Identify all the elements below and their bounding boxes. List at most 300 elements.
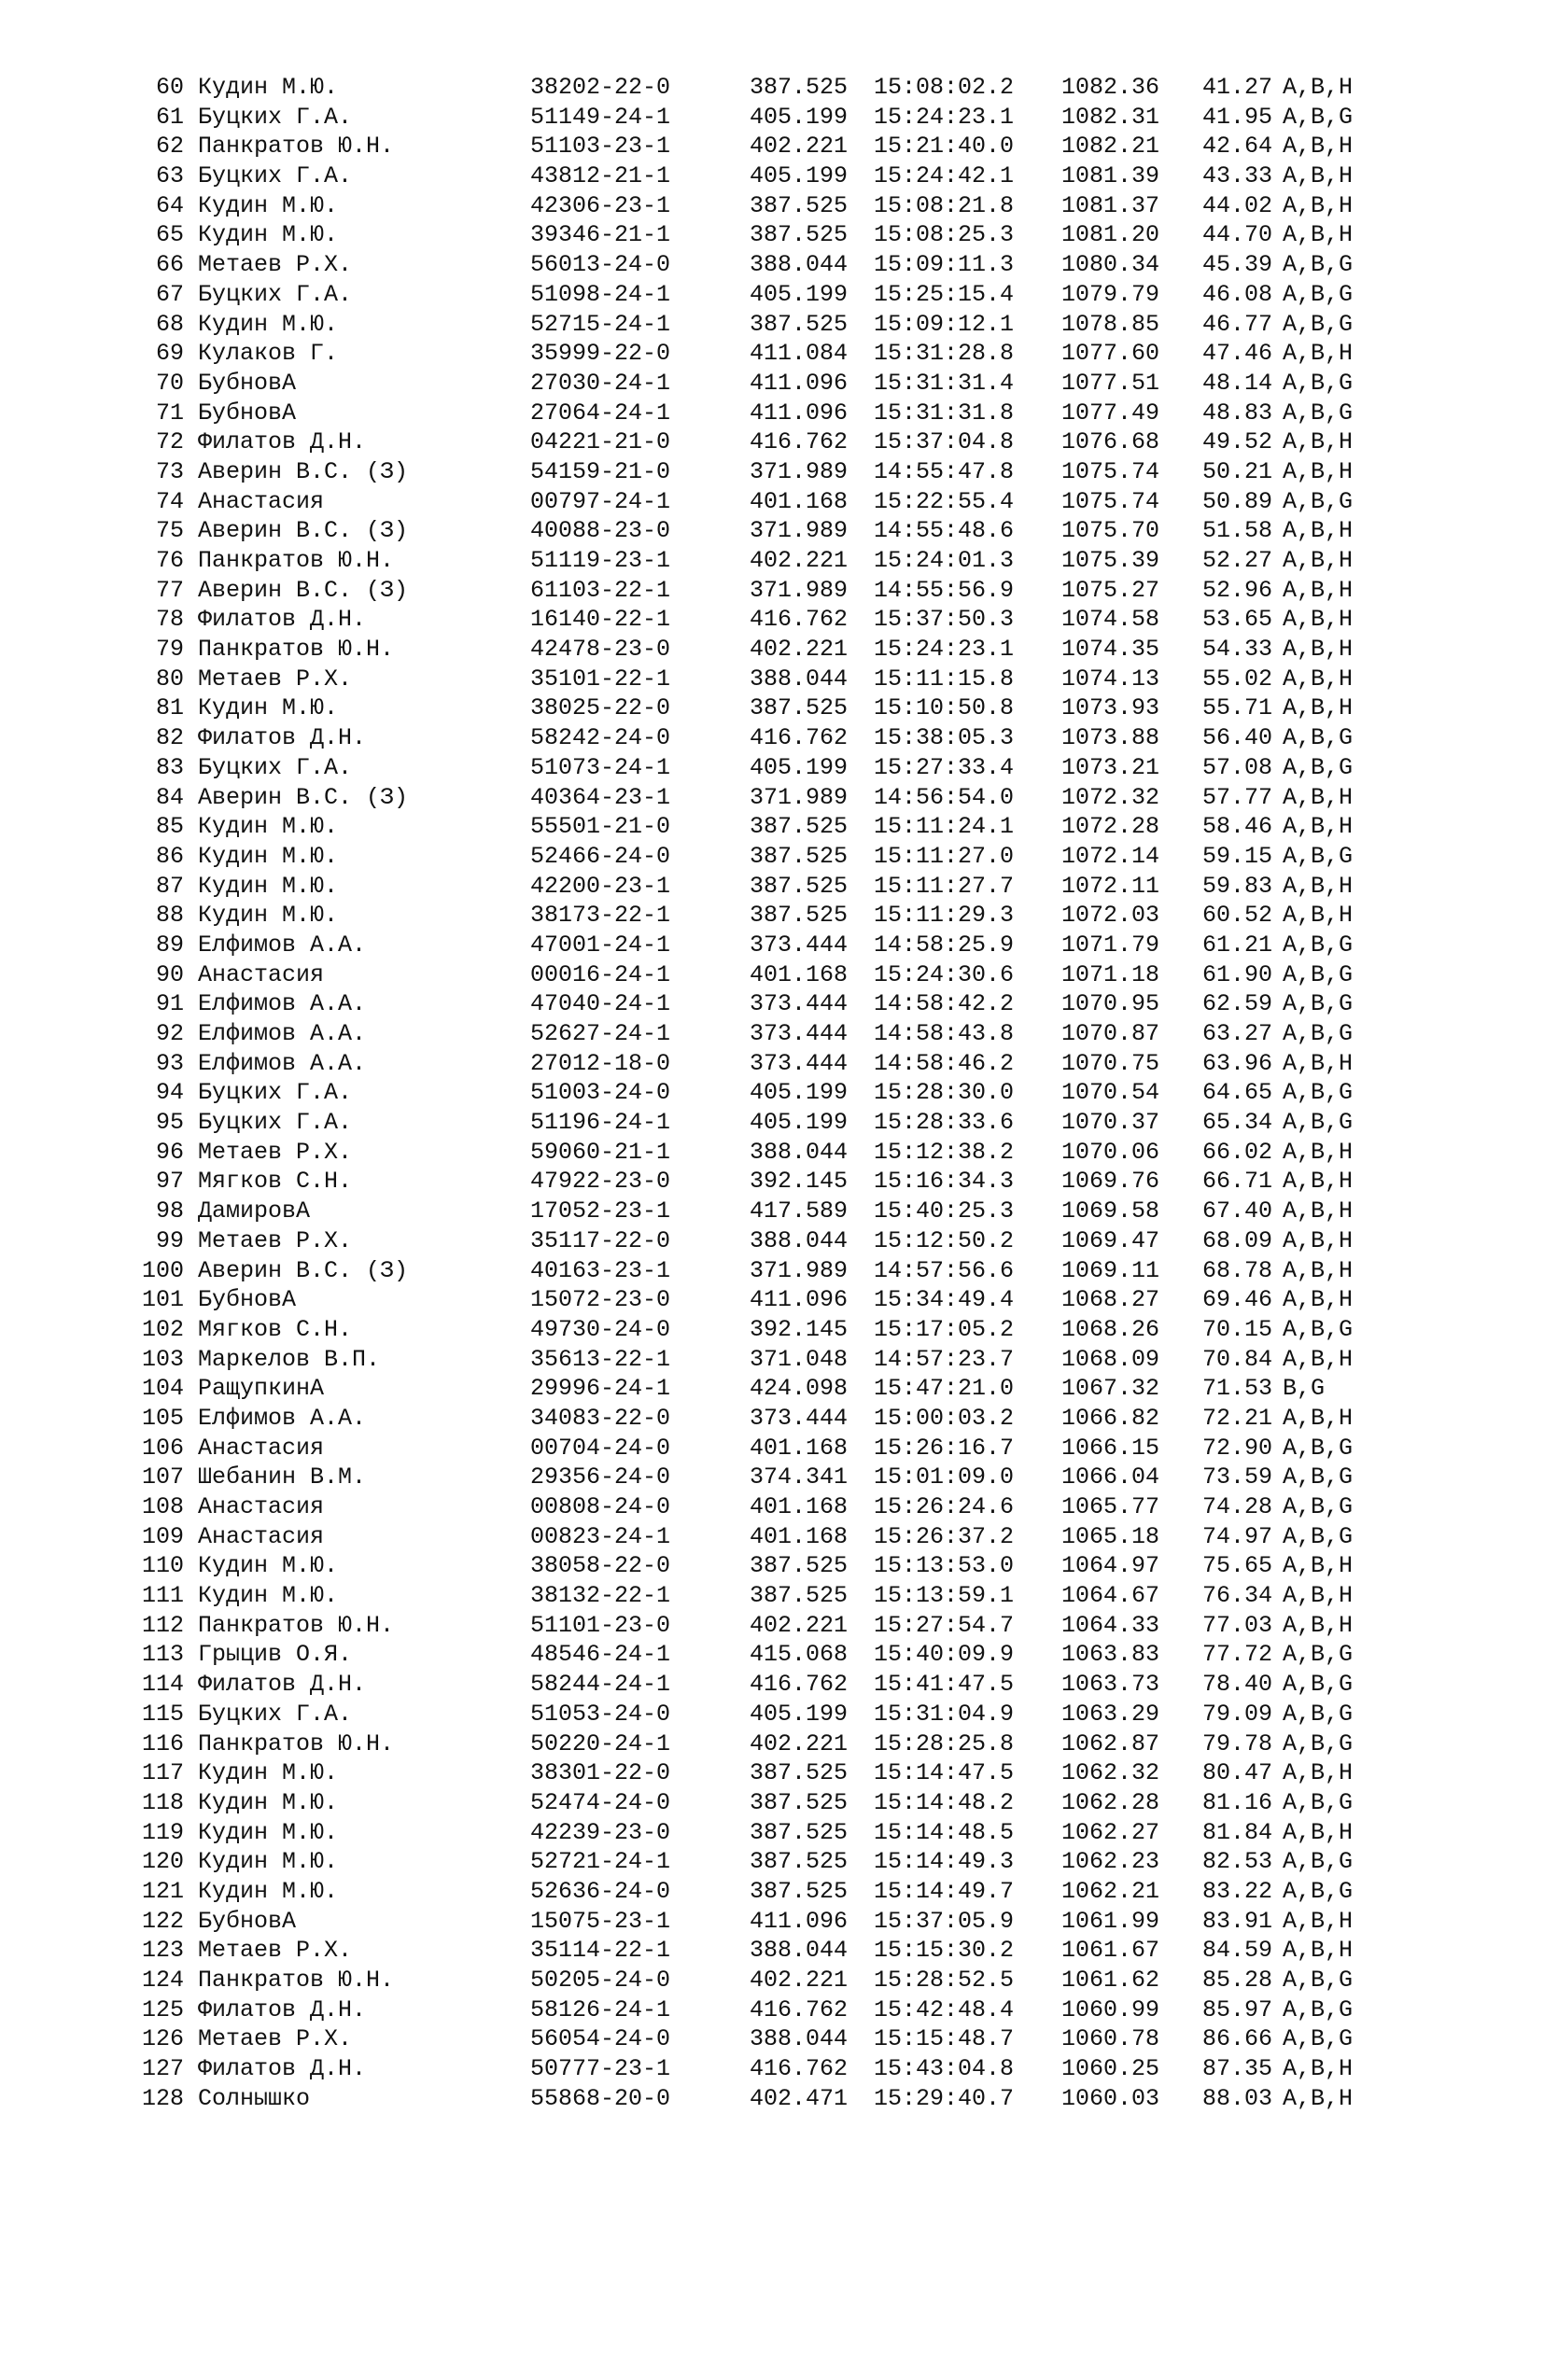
row-distance: 387.525 <box>750 813 849 841</box>
result-row <box>131 1758 1438 1788</box>
row-percent: 65.34 <box>1202 1109 1273 1137</box>
result-row <box>131 339 1438 369</box>
result-row <box>131 2054 1438 2084</box>
row-participant-name: Маркелов В.П. <box>198 1345 381 1373</box>
result-row <box>131 250 1438 280</box>
row-ring-number: 50220-24-1 <box>530 1729 671 1757</box>
row-arrival-time: 15:24:01.3 <box>874 547 1015 574</box>
row-participant-name: Панкратов Ю.Н. <box>198 1729 395 1757</box>
result-row <box>131 989 1438 1019</box>
row-ring-number: 00016-24-1 <box>530 960 671 988</box>
row-speed: 1062.23 <box>1061 1848 1160 1876</box>
row-ring-number: 40163-23-1 <box>530 1256 671 1284</box>
row-percent: 80.47 <box>1202 1759 1273 1787</box>
row-arrival-time: 15:25:15.4 <box>874 280 1015 308</box>
row-ring-number: 51053-24-0 <box>530 1700 671 1728</box>
row-flags: A,B,H <box>1283 1197 1354 1225</box>
row-distance: 405.199 <box>750 162 849 190</box>
row-flags: A,B,G <box>1283 1434 1354 1462</box>
result-row <box>131 1078 1438 1108</box>
row-participant-name: Панкратов Ю.Н. <box>198 636 395 664</box>
row-position: 76 <box>155 547 184 574</box>
row-percent: 83.22 <box>1202 1877 1273 1905</box>
row-flags: A,B,H <box>1283 1937 1354 1965</box>
row-participant-name: Кудин М.Ю. <box>198 1582 339 1610</box>
row-participant-name: БубновА <box>198 399 297 427</box>
row-participant-name: Метаев Р.Х. <box>198 1937 353 1965</box>
result-row <box>131 931 1438 960</box>
row-speed: 1071.18 <box>1061 960 1160 988</box>
row-speed: 1069.76 <box>1061 1168 1160 1196</box>
row-ring-number: 51073-24-1 <box>530 753 671 781</box>
row-flags: A,B,H <box>1283 1256 1354 1284</box>
row-percent: 85.97 <box>1202 1995 1273 2023</box>
row-position: 77 <box>155 576 184 604</box>
row-percent: 44.02 <box>1202 191 1273 219</box>
row-arrival-time: 15:08:25.3 <box>874 221 1015 249</box>
row-arrival-time: 15:00:03.2 <box>874 1404 1015 1432</box>
row-flags: A,B,H <box>1283 2084 1354 2112</box>
row-distance: 405.199 <box>750 753 849 781</box>
row-position: 82 <box>155 724 184 752</box>
row-participant-name: Кудин М.Ю. <box>198 1877 339 1905</box>
row-position: 117 <box>141 1759 184 1787</box>
result-row <box>131 1226 1438 1256</box>
row-percent: 66.71 <box>1202 1168 1273 1196</box>
row-flags: A,B,G <box>1283 399 1354 427</box>
row-speed: 1070.06 <box>1061 1138 1160 1166</box>
row-position: 121 <box>141 1877 184 1905</box>
result-row <box>131 693 1438 723</box>
row-percent: 79.78 <box>1202 1729 1273 1757</box>
row-position: 79 <box>155 636 184 664</box>
row-participant-name: Кудин М.Ю. <box>198 694 339 722</box>
row-speed: 1072.28 <box>1061 813 1160 841</box>
row-ring-number: 54159-21-0 <box>530 457 671 485</box>
result-row <box>131 1551 1438 1581</box>
result-row <box>131 1345 1438 1375</box>
row-ring-number: 58126-24-1 <box>530 1995 671 2023</box>
row-arrival-time: 15:38:05.3 <box>874 724 1015 752</box>
row-participant-name: Анастасия <box>198 1493 325 1520</box>
row-percent: 51.58 <box>1202 517 1273 545</box>
row-flags: A,B,H <box>1283 872 1354 900</box>
row-position: 101 <box>141 1286 184 1314</box>
row-percent: 41.95 <box>1202 103 1273 131</box>
row-distance: 401.168 <box>750 1522 849 1550</box>
row-ring-number: 52636-24-0 <box>530 1877 671 1905</box>
result-row <box>131 1729 1438 1759</box>
row-percent: 79.09 <box>1202 1700 1273 1728</box>
row-distance: 387.525 <box>750 694 849 722</box>
row-speed: 1068.26 <box>1061 1315 1160 1343</box>
result-row <box>131 1434 1438 1463</box>
row-position: 100 <box>141 1256 184 1284</box>
row-distance: 392.145 <box>750 1168 849 1196</box>
row-position: 80 <box>155 665 184 693</box>
row-arrival-time: 15:27:54.7 <box>874 1611 1015 1639</box>
row-arrival-time: 14:56:54.0 <box>874 783 1015 811</box>
row-ring-number: 40364-23-1 <box>530 783 671 811</box>
row-percent: 63.96 <box>1202 1049 1273 1077</box>
row-arrival-time: 15:08:02.2 <box>874 74 1015 101</box>
result-row <box>131 812 1438 842</box>
row-position: 99 <box>155 1226 184 1254</box>
row-ring-number: 39346-21-1 <box>530 221 671 249</box>
result-row <box>131 369 1438 399</box>
row-ring-number: 00797-24-1 <box>530 487 671 515</box>
result-row <box>131 310 1438 340</box>
result-row <box>131 1581 1438 1611</box>
row-ring-number: 42306-23-1 <box>530 191 671 219</box>
row-flags: A,B,H <box>1283 1759 1354 1787</box>
row-arrival-time: 14:55:48.6 <box>874 517 1015 545</box>
row-flags: A,B,H <box>1283 74 1354 101</box>
row-speed: 1063.29 <box>1061 1700 1160 1728</box>
row-ring-number: 42478-23-0 <box>530 636 671 664</box>
row-participant-name: Елфимов А.А. <box>198 931 367 959</box>
row-ring-number: 51103-23-1 <box>530 133 671 161</box>
row-flags: A,B,H <box>1283 162 1354 190</box>
row-distance: 411.096 <box>750 369 849 397</box>
row-position: 119 <box>141 1818 184 1846</box>
row-ring-number: 47040-24-1 <box>530 990 671 1018</box>
row-arrival-time: 14:58:46.2 <box>874 1049 1015 1077</box>
row-arrival-time: 15:13:59.1 <box>874 1582 1015 1610</box>
row-participant-name: Филатов Д.Н. <box>198 1995 367 2023</box>
row-position: 95 <box>155 1109 184 1137</box>
row-ring-number: 15072-23-0 <box>530 1286 671 1314</box>
row-ring-number: 51119-23-1 <box>530 547 671 574</box>
row-ring-number: 00704-24-0 <box>530 1434 671 1462</box>
row-flags: A,B,H <box>1283 665 1354 693</box>
row-speed: 1072.11 <box>1061 872 1160 900</box>
row-percent: 68.78 <box>1202 1256 1273 1284</box>
row-percent: 55.71 <box>1202 694 1273 722</box>
row-speed: 1062.21 <box>1061 1877 1160 1905</box>
row-speed: 1074.35 <box>1061 636 1160 664</box>
row-flags: A,B,H <box>1283 1404 1354 1432</box>
row-speed: 1070.95 <box>1061 990 1160 1018</box>
row-percent: 73.59 <box>1202 1463 1273 1491</box>
result-row <box>131 753 1438 783</box>
row-percent: 70.15 <box>1202 1315 1273 1343</box>
row-participant-name: Аверин В.С. (З) <box>198 783 409 811</box>
row-distance: 405.199 <box>750 103 849 131</box>
row-participant-name: Елфимов А.А. <box>198 1049 367 1077</box>
row-distance: 387.525 <box>750 902 849 930</box>
row-speed: 1062.87 <box>1061 1729 1160 1757</box>
row-percent: 57.08 <box>1202 753 1273 781</box>
row-arrival-time: 15:22:55.4 <box>874 487 1015 515</box>
row-arrival-time: 15:11:27.7 <box>874 872 1015 900</box>
row-arrival-time: 15:09:11.3 <box>874 251 1015 279</box>
row-position: 107 <box>141 1463 184 1491</box>
row-flags: A,B,G <box>1283 1109 1354 1137</box>
row-arrival-time: 15:26:37.2 <box>874 1522 1015 1550</box>
row-ring-number: 29996-24-1 <box>530 1375 671 1403</box>
row-percent: 45.39 <box>1202 251 1273 279</box>
row-flags: A,B,H <box>1283 1907 1354 1935</box>
row-flags: A,B,G <box>1283 251 1354 279</box>
row-flags: A,B,H <box>1283 636 1354 664</box>
row-ring-number: 58244-24-1 <box>530 1671 671 1699</box>
row-position: 116 <box>141 1729 184 1757</box>
result-row <box>131 280 1438 310</box>
row-ring-number: 52474-24-0 <box>530 1788 671 1816</box>
row-percent: 59.83 <box>1202 872 1273 900</box>
row-percent: 50.21 <box>1202 457 1273 485</box>
row-participant-name: Буцких Г.А. <box>198 103 353 131</box>
row-distance: 387.525 <box>750 221 849 249</box>
row-speed: 1077.51 <box>1061 369 1160 397</box>
row-position: 127 <box>141 2055 184 2083</box>
row-participant-name: Аверин В.С. (З) <box>198 1256 409 1284</box>
row-ring-number: 52627-24-1 <box>530 1020 671 1047</box>
row-arrival-time: 15:26:24.6 <box>874 1493 1015 1520</box>
row-ring-number: 51098-24-1 <box>530 280 671 308</box>
row-flags: A,B,G <box>1283 1848 1354 1876</box>
row-arrival-time: 15:11:29.3 <box>874 902 1015 930</box>
row-ring-number: 35101-22-1 <box>530 665 671 693</box>
row-ring-number: 40088-23-0 <box>530 517 671 545</box>
row-participant-name: Буцких Г.А. <box>198 1700 353 1728</box>
row-arrival-time: 15:37:05.9 <box>874 1907 1015 1935</box>
result-row <box>131 960 1438 990</box>
row-percent: 44.70 <box>1202 221 1273 249</box>
row-speed: 1081.20 <box>1061 221 1160 249</box>
result-row <box>131 132 1438 161</box>
row-ring-number: 35114-22-1 <box>530 1937 671 1965</box>
row-percent: 69.46 <box>1202 1286 1273 1314</box>
row-arrival-time: 15:09:12.1 <box>874 310 1015 338</box>
row-flags: A,B,G <box>1283 310 1354 338</box>
row-flags: A,B,G <box>1283 1788 1354 1816</box>
row-ring-number: 38202-22-0 <box>530 74 671 101</box>
row-participant-name: Кудин М.Ю. <box>198 1848 339 1876</box>
row-distance: 387.525 <box>750 1788 849 1816</box>
row-arrival-time: 15:37:50.3 <box>874 606 1015 634</box>
row-arrival-time: 15:08:21.8 <box>874 191 1015 219</box>
row-percent: 64.65 <box>1202 1079 1273 1107</box>
row-arrival-time: 15:40:09.9 <box>874 1641 1015 1669</box>
row-flags: A,B,G <box>1283 1700 1354 1728</box>
result-row <box>131 665 1438 694</box>
row-percent: 75.65 <box>1202 1552 1273 1580</box>
result-row <box>131 901 1438 931</box>
result-row <box>131 1847 1438 1877</box>
row-flags: A,B,H <box>1283 133 1354 161</box>
row-speed: 1072.14 <box>1061 842 1160 870</box>
row-ring-number: 38025-22-0 <box>530 694 671 722</box>
row-speed: 1079.79 <box>1061 280 1160 308</box>
row-position: 110 <box>141 1552 184 1580</box>
row-distance: 388.044 <box>750 1937 849 1965</box>
row-position: 104 <box>141 1375 184 1403</box>
row-distance: 405.199 <box>750 1079 849 1107</box>
row-arrival-time: 15:14:48.2 <box>874 1788 1015 1816</box>
row-arrival-time: 15:12:38.2 <box>874 1138 1015 1166</box>
row-ring-number: 47001-24-1 <box>530 931 671 959</box>
row-participant-name: Кудин М.Ю. <box>198 872 339 900</box>
row-flags: A,B,H <box>1283 783 1354 811</box>
row-distance: 401.168 <box>750 1493 849 1520</box>
row-flags: A,B,H <box>1283 1818 1354 1846</box>
row-distance: 411.096 <box>750 1286 849 1314</box>
row-participant-name: Панкратов Ю.Н. <box>198 1611 395 1639</box>
result-row <box>131 1492 1438 1522</box>
row-flags: A,B,G <box>1283 1877 1354 1905</box>
row-distance: 401.168 <box>750 1434 849 1462</box>
row-participant-name: Кудин М.Ю. <box>198 1788 339 1816</box>
row-distance: 371.989 <box>750 783 849 811</box>
row-participant-name: Шебанин В.М. <box>198 1463 367 1491</box>
row-speed: 1073.88 <box>1061 724 1160 752</box>
row-distance: 416.762 <box>750 1671 849 1699</box>
row-distance: 387.525 <box>750 191 849 219</box>
row-position: 122 <box>141 1907 184 1935</box>
row-distance: 405.199 <box>750 1109 849 1137</box>
row-distance: 415.068 <box>750 1641 849 1669</box>
row-speed: 1078.85 <box>1061 310 1160 338</box>
row-ring-number: 27064-24-1 <box>530 399 671 427</box>
row-arrival-time: 15:29:40.7 <box>874 2084 1015 2112</box>
row-percent: 71.53 <box>1202 1375 1273 1403</box>
row-arrival-time: 15:11:24.1 <box>874 813 1015 841</box>
row-position: 60 <box>155 74 184 101</box>
row-speed: 1072.03 <box>1061 902 1160 930</box>
row-participant-name: Буцких Г.А. <box>198 1079 353 1107</box>
result-row <box>131 576 1438 606</box>
row-speed: 1061.62 <box>1061 1967 1160 1994</box>
row-arrival-time: 14:58:25.9 <box>874 931 1015 959</box>
row-flags: A,B,H <box>1283 694 1354 722</box>
row-distance: 373.444 <box>750 1404 849 1432</box>
row-percent: 81.84 <box>1202 1818 1273 1846</box>
row-ring-number: 35999-22-0 <box>530 340 671 368</box>
row-position: 69 <box>155 340 184 368</box>
row-participant-name: Метаев Р.Х. <box>198 1138 353 1166</box>
row-ring-number: 35117-22-0 <box>530 1226 671 1254</box>
row-ring-number: 51196-24-1 <box>530 1109 671 1137</box>
row-participant-name: Анастасия <box>198 1434 325 1462</box>
row-arrival-time: 14:55:47.8 <box>874 457 1015 485</box>
row-ring-number: 55868-20-0 <box>530 2084 671 2112</box>
row-position: 102 <box>141 1315 184 1343</box>
row-flags: A,B,G <box>1283 1315 1354 1343</box>
result-row <box>131 1818 1438 1848</box>
row-arrival-time: 15:28:30.0 <box>874 1079 1015 1107</box>
row-participant-name: Кудин М.Ю. <box>198 902 339 930</box>
row-speed: 1070.54 <box>1061 1079 1160 1107</box>
row-position: 83 <box>155 753 184 781</box>
row-participant-name: Метаев Р.Х. <box>198 251 353 279</box>
row-speed: 1065.18 <box>1061 1522 1160 1550</box>
row-ring-number: 58242-24-0 <box>530 724 671 752</box>
row-flags: A,B,H <box>1283 1582 1354 1610</box>
row-arrival-time: 15:27:33.4 <box>874 753 1015 781</box>
result-row <box>131 1640 1438 1670</box>
row-participant-name: Буцких Г.А. <box>198 1109 353 1137</box>
result-row <box>131 516 1438 546</box>
row-speed: 1066.15 <box>1061 1434 1160 1462</box>
row-speed: 1061.99 <box>1061 1907 1160 1935</box>
row-percent: 46.08 <box>1202 280 1273 308</box>
row-position: 65 <box>155 221 184 249</box>
row-participant-name: Анастасия <box>198 1522 325 1550</box>
row-percent: 74.28 <box>1202 1493 1273 1520</box>
row-speed: 1063.73 <box>1061 1671 1160 1699</box>
result-row <box>131 1197 1438 1226</box>
row-ring-number: 51003-24-0 <box>530 1079 671 1107</box>
result-row <box>131 1700 1438 1729</box>
row-speed: 1060.25 <box>1061 2055 1160 2083</box>
row-participant-name: Кудин М.Ю. <box>198 191 339 219</box>
row-arrival-time: 15:01:09.0 <box>874 1463 1015 1491</box>
row-speed: 1082.36 <box>1061 74 1160 101</box>
row-position: 125 <box>141 1995 184 2023</box>
row-position: 126 <box>141 2025 184 2053</box>
result-row <box>131 73 1438 103</box>
row-ring-number: 47922-23-0 <box>530 1168 671 1196</box>
row-position: 67 <box>155 280 184 308</box>
row-participant-name: Елфимов А.А. <box>198 1020 367 1047</box>
result-row <box>131 1611 1438 1641</box>
result-row <box>131 1374 1438 1404</box>
row-participant-name: Кудин М.Ю. <box>198 842 339 870</box>
row-position: 81 <box>155 694 184 722</box>
row-flags: A,B,G <box>1283 842 1354 870</box>
row-distance: 405.199 <box>750 280 849 308</box>
row-percent: 57.77 <box>1202 783 1273 811</box>
row-flags: A,B,G <box>1283 724 1354 752</box>
result-row <box>131 457 1438 487</box>
result-row <box>131 546 1438 576</box>
row-speed: 1061.67 <box>1061 1937 1160 1965</box>
row-arrival-time: 15:15:30.2 <box>874 1937 1015 1965</box>
row-percent: 54.33 <box>1202 636 1273 664</box>
row-ring-number: 27030-24-1 <box>530 369 671 397</box>
row-speed: 1082.31 <box>1061 103 1160 131</box>
row-arrival-time: 15:24:30.6 <box>874 960 1015 988</box>
row-flags: A,B,G <box>1283 1522 1354 1550</box>
row-position: 103 <box>141 1345 184 1373</box>
row-ring-number: 16140-22-1 <box>530 606 671 634</box>
row-position: 68 <box>155 310 184 338</box>
row-ring-number: 38301-22-0 <box>530 1759 671 1787</box>
row-position: 94 <box>155 1079 184 1107</box>
row-ring-number: 43812-21-1 <box>530 162 671 190</box>
row-percent: 78.40 <box>1202 1671 1273 1699</box>
row-arrival-time: 15:24:42.1 <box>874 162 1015 190</box>
row-position: 120 <box>141 1848 184 1876</box>
row-distance: 401.168 <box>750 487 849 515</box>
row-participant-name: РащупкинА <box>198 1375 325 1403</box>
row-flags: A,B,G <box>1283 2025 1354 2053</box>
row-ring-number: 29356-24-0 <box>530 1463 671 1491</box>
row-speed: 1068.09 <box>1061 1345 1160 1373</box>
row-arrival-time: 15:31:04.9 <box>874 1700 1015 1728</box>
row-distance: 416.762 <box>750 2055 849 2083</box>
row-distance: 402.221 <box>750 636 849 664</box>
result-row <box>131 161 1438 191</box>
row-arrival-time: 14:57:56.6 <box>874 1256 1015 1284</box>
row-distance: 405.199 <box>750 1700 849 1728</box>
row-arrival-time: 15:26:16.7 <box>874 1434 1015 1462</box>
row-speed: 1075.74 <box>1061 457 1160 485</box>
row-speed: 1081.37 <box>1061 191 1160 219</box>
row-arrival-time: 15:34:49.4 <box>874 1286 1015 1314</box>
